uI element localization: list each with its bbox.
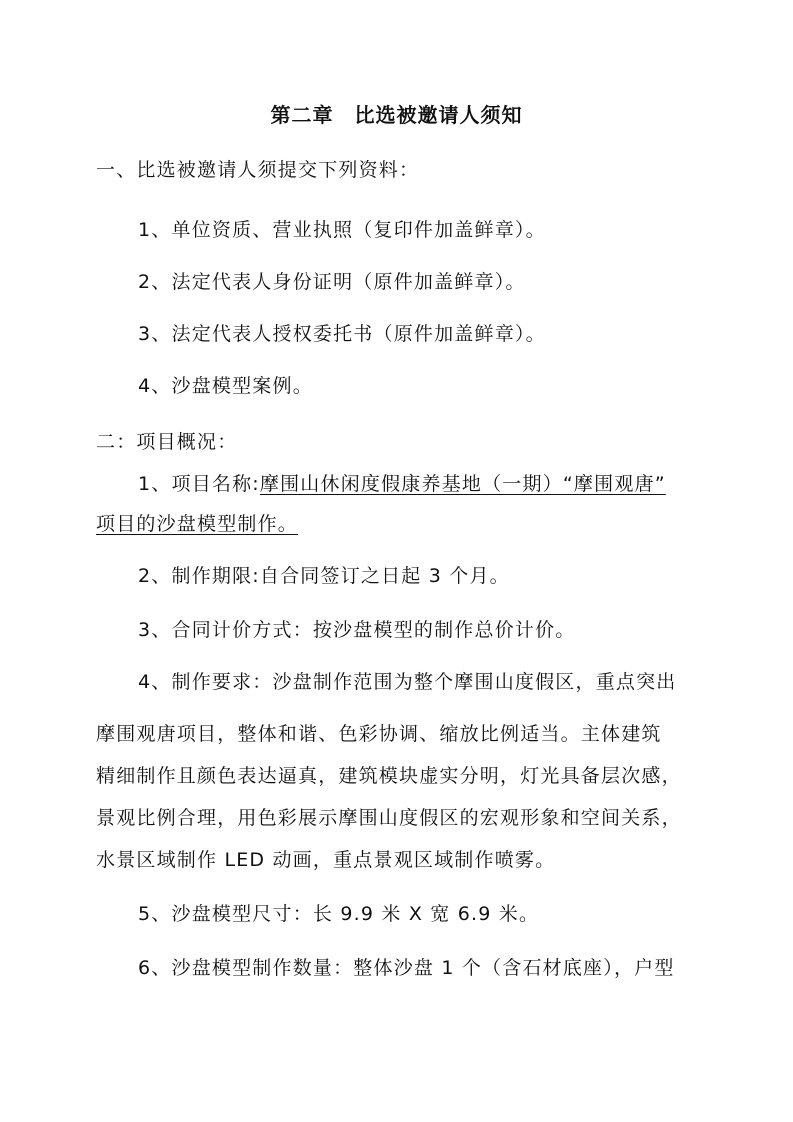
section-2-heading: 二：项目概况： (96, 431, 238, 453)
project-name-value: 摩围山休闲度假康养基地（一期）“摩围观唐” (259, 473, 666, 495)
section-2-item-4-line-1: 4、制作要求：沙盘制作范围为整个摩围山度假区，重点突出 (138, 671, 677, 693)
section-2-item-2: 2、制作期限:自合同签订之日起 3 个月。 (138, 565, 510, 587)
section-2-item-1 (138, 472, 666, 496)
section-1-item-1: 1、单位资质、营业执照（复印件加盖鲜章）。 (138, 219, 546, 241)
project-name-value-continued: 项目的沙盘模型制作。 (96, 513, 299, 535)
section-2-item-4-line-2: 摩围观唐项目，整体和谐、色彩协调、缩放比例适当。主体建筑 (96, 723, 662, 745)
section-1-item-2: 2、法定代表人身份证明（原件加盖鲜章）。 (138, 271, 526, 293)
section-2-item-3: 3、合同计价方式：按沙盘模型的制作总价计价。 (138, 619, 576, 641)
section-2-item-5: 5、沙盘模型尺寸：长 9.9 米 X 宽 6.9 米。 (138, 903, 540, 925)
section-1-item-4: 4、沙盘模型案例。 (138, 375, 313, 397)
section-2-item-1-continued (96, 512, 298, 536)
section-2-item-4-line-5: 水景区域制作 LED 动画，重点景观区域制作喷雾。 (96, 849, 556, 871)
section-2-item-4-line-3: 精细制作且颜色表达逼真，建筑模块虚实分明，灯光具备层次感， (96, 765, 682, 787)
project-name-label: 1、项目名称: (138, 473, 260, 495)
chapter-title: 第二章 比选被邀请人须知 (270, 103, 523, 127)
section-2-item-4-line-4: 景观比例合理，用色彩展示摩围山度假区的宏观形象和空间关系， (96, 807, 682, 829)
section-2-item-6-line-1: 6、沙盘模型制作数量：整体沙盘 1 个（含石材底座），户型 (138, 957, 675, 979)
section-1-item-3: 3、法定代表人授权委托书（原件加盖鲜章）。 (138, 323, 546, 345)
section-1-heading: 一、比选被邀请人须提交下列资料： (96, 159, 420, 181)
